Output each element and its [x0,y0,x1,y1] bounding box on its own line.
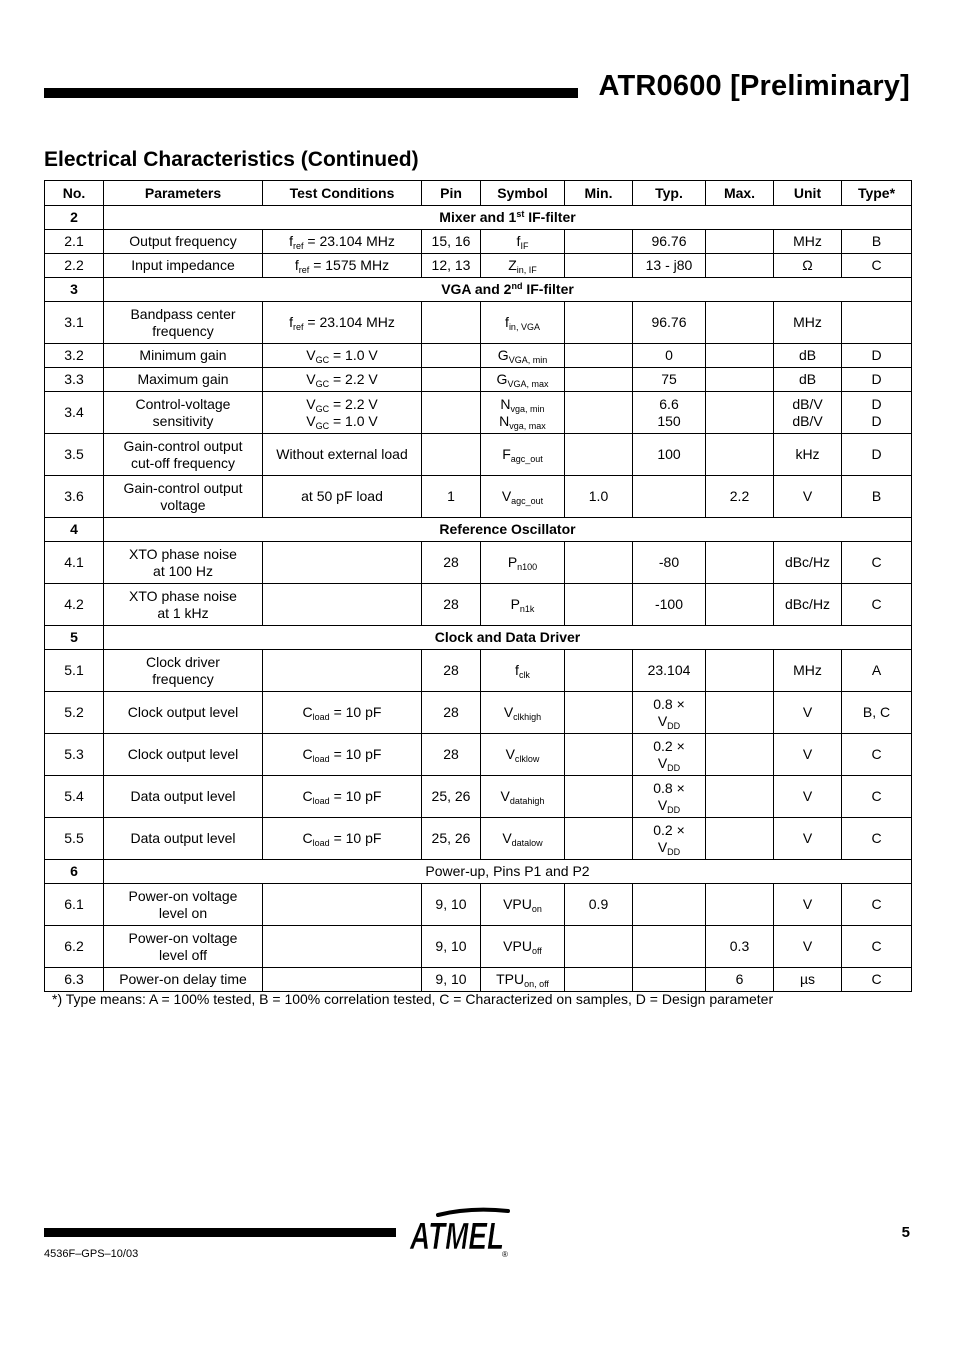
cell-unit: dB [774,344,842,368]
cell-test-condition: $C_{load} = 10$ pF [263,818,422,860]
cell-max [706,650,774,692]
cell-max [706,584,774,626]
cell-unit: V [774,818,842,860]
cell-pin [422,344,481,368]
cell-typ: -100 [633,584,706,626]
cell-type: D [842,344,912,368]
cell-unit: V [774,884,842,926]
col-header-type: Type* [842,181,912,206]
cell-test-condition [263,926,422,968]
cell-test-condition: $C_{load} = 10$ pF [263,734,422,776]
cell-parameter: Input impedance [104,254,263,278]
cell-typ: 100 [633,434,706,476]
cell-max [706,776,774,818]
cell-max [706,392,774,434]
cell-type: B [842,230,912,254]
cell-no: 5.4 [45,776,104,818]
cell-symbol: $P_{n1k}$ [481,584,565,626]
cell-parameter: Control-voltage sensitivity [104,392,263,434]
cell-max [706,254,774,278]
cell-typ [633,884,706,926]
table-row [45,476,912,518]
cell-symbol: $P_{n100}$ [481,542,565,584]
cell-symbol: $F_{agc\_out}$ [481,434,565,476]
cell-type: D [842,368,912,392]
cell-type: C [842,926,912,968]
table-row [45,968,912,992]
footnote: *) Type means: A = 100% tested, B = 100% correlation tested, C = Characterized on samples, D = Design parameter [52,991,774,1007]
cell-pin: 28 [422,542,481,584]
section-title: Electrical Characteristics (Continued) [44,148,419,171]
cell-parameter: Power-on voltage level on [104,884,263,926]
cell-pin [422,302,481,344]
cell-pin: 25, 26 [422,818,481,860]
col-header-unit: Unit [774,181,842,206]
cell-no: 6.2 [45,926,104,968]
cell-pin: 9, 10 [422,884,481,926]
cell-max [706,344,774,368]
cell-no: 3.3 [45,368,104,392]
table-row [45,926,912,968]
cell-symbol: $V_{datahigh}$ [481,776,565,818]
cell-type: D [842,434,912,476]
table-row [45,734,912,776]
cell-unit: µs [774,968,842,992]
cell-typ: 0.2 × $V_{DD}$ [633,734,706,776]
table-row [45,542,912,584]
cell-typ: 0.8 × $V_{DD}$ [633,776,706,818]
table-row [45,884,912,926]
cell-parameter: Maximum gain [104,368,263,392]
cell-min [565,926,633,968]
cell-symbol: $VPU_{on}$ [481,884,565,926]
cell-pin: 28 [422,734,481,776]
section-label: Mixer and 1st IF-filter [104,206,912,230]
cell-symbol: $N_{vga, min}$ $N_{vga, max}$ [481,392,565,434]
cell-symbol: $G_{VGA, min}$ [481,344,565,368]
cell-pin: 9, 10 [422,968,481,992]
cell-pin: 9, 10 [422,926,481,968]
cell-parameter: Power-on delay time [104,968,263,992]
cell-type: C [842,884,912,926]
cell-test-condition: $C_{load} = 10$ pF [263,692,422,734]
cell-pin [422,368,481,392]
cell-min [565,542,633,584]
cell-unit: V [774,692,842,734]
cell-typ: 0 [633,344,706,368]
col-header-typ: Typ. [633,181,706,206]
cell-max [706,734,774,776]
col-header-pin: Pin [422,181,481,206]
cell-parameter: Output frequency [104,230,263,254]
cell-parameter: Bandpass center frequency [104,302,263,344]
header-rule [44,88,578,98]
cell-min [565,434,633,476]
electrical-characteristics-table [44,180,912,992]
cell-parameter: Clock output level [104,692,263,734]
section-row [45,206,912,230]
cell-pin [422,392,481,434]
cell-max [706,302,774,344]
cell-parameter: Clock output level [104,734,263,776]
cell-min [565,368,633,392]
cell-pin: 28 [422,650,481,692]
cell-typ: 96.76 [633,302,706,344]
table-row [45,368,912,392]
cell-test-condition [263,968,422,992]
cell-symbol: $V_{agc\_out}$ [481,476,565,518]
section-row [45,278,912,302]
cell-unit: MHz [774,302,842,344]
cell-max [706,368,774,392]
table-row [45,230,912,254]
cell-typ: 0.2 × $V_{DD}$ [633,818,706,860]
cell-typ: 23.104 [633,650,706,692]
table-row [45,392,912,434]
cell-test-condition: at 50 pF load [263,476,422,518]
svg-text:®: ® [502,1250,508,1259]
cell-typ [633,926,706,968]
cell-test-condition [263,884,422,926]
table-row [45,776,912,818]
cell-symbol: $VPU_{off}$ [481,926,565,968]
cell-min: 0.9 [565,884,633,926]
cell-min [565,692,633,734]
cell-parameter: XTO phase noise at 1 kHz [104,584,263,626]
cell-test-condition: $f_{ref} = 1575$ MHz [263,254,422,278]
cell-min [565,230,633,254]
col-header-test-conditions: Test Conditions [263,181,422,206]
cell-no: 3.2 [45,344,104,368]
cell-parameter: Gain-control output voltage [104,476,263,518]
cell-pin: 28 [422,584,481,626]
cell-min: 1.0 [565,476,633,518]
cell-typ: 13 - j80 [633,254,706,278]
cell-unit: MHz [774,230,842,254]
cell-no: 4.2 [45,584,104,626]
cell-type: C [842,542,912,584]
cell-type: C [842,254,912,278]
cell-unit: V [774,926,842,968]
section-label: Power-up, Pins P1 and P2 [104,860,912,884]
cell-test-condition: $V_{GC} = 2.2$ V [263,368,422,392]
section-row [45,518,912,542]
cell-max [706,230,774,254]
table-row [45,692,912,734]
section-label: Clock and Data Driver [104,626,912,650]
cell-type: B [842,476,912,518]
cell-no: 5.3 [45,734,104,776]
cell-symbol: $f_{IF}$ [481,230,565,254]
cell-min [565,650,633,692]
cell-min [565,254,633,278]
cell-no: 3.5 [45,434,104,476]
cell-typ: 96.76 [633,230,706,254]
cell-unit: MHz [774,650,842,692]
cell-no: 6.3 [45,968,104,992]
cell-typ: 75 [633,368,706,392]
cell-type: B, C [842,692,912,734]
cell-typ: -80 [633,542,706,584]
cell-symbol: $f_{clk}$ [481,650,565,692]
table-row [45,434,912,476]
cell-test-condition: $f_{ref} = 23.104$ MHz [263,230,422,254]
cell-no: 6.1 [45,884,104,926]
cell-min [565,968,633,992]
cell-min [565,734,633,776]
cell-test-condition [263,650,422,692]
cell-unit: V [774,734,842,776]
cell-type: C [842,968,912,992]
cell-parameter: XTO phase noise at 100 Hz [104,542,263,584]
section-number: 4 [45,518,104,542]
cell-no: 2.1 [45,230,104,254]
section-number: 5 [45,626,104,650]
cell-no: 2.2 [45,254,104,278]
cell-test-condition: $f_{ref} = 23.104$ MHz [263,302,422,344]
cell-pin [422,434,481,476]
cell-unit: Ω [774,254,842,278]
cell-parameter: Data output level [104,776,263,818]
cell-parameter: Clock driver frequency [104,650,263,692]
cell-unit: dB [774,368,842,392]
cell-symbol: $TPU_{on, off}$ [481,968,565,992]
table-row [45,584,912,626]
cell-max: 6 [706,968,774,992]
table-row [45,818,912,860]
cell-min [565,344,633,368]
section-number: 3 [45,278,104,302]
page-number: 5 [901,1224,910,1241]
cell-type: C [842,818,912,860]
cell-max [706,884,774,926]
cell-typ [633,968,706,992]
section-number: 6 [45,860,104,884]
cell-typ: 0.8 × $V_{DD}$ [633,692,706,734]
section-label: Reference Oscillator [104,518,912,542]
cell-type [842,302,912,344]
cell-type: C [842,734,912,776]
cell-parameter: Data output level [104,818,263,860]
cell-parameter: Gain-control output cut-off frequency [104,434,263,476]
cell-unit: V [774,476,842,518]
cell-typ: 6.6 150 [633,392,706,434]
cell-symbol: $V_{clklow}$ [481,734,565,776]
cell-test-condition: Without external load [263,434,422,476]
cell-pin: 28 [422,692,481,734]
cell-type: D D [842,392,912,434]
table-header-row [45,181,912,206]
section-row [45,626,912,650]
cell-unit: dBc/Hz [774,584,842,626]
table-row [45,254,912,278]
section-number: 2 [45,206,104,230]
cell-no: 5.5 [45,818,104,860]
cell-min [565,302,633,344]
cell-no: 5.1 [45,650,104,692]
cell-max [706,542,774,584]
cell-typ [633,476,706,518]
cell-no: 3.6 [45,476,104,518]
col-header-max: Max. [706,181,774,206]
cell-no: 4.1 [45,542,104,584]
section-row [45,860,912,884]
table-row [45,650,912,692]
document-title: ATR0600 [Preliminary] [598,70,910,102]
col-header-min: Min. [565,181,633,206]
col-header-symbol: Symbol [481,181,565,206]
cell-pin: 15, 16 [422,230,481,254]
atmel-logo [408,1207,512,1259]
cell-symbol: $Z_{in, IF}$ [481,254,565,278]
cell-min [565,818,633,860]
cell-min [565,392,633,434]
col-header-parameters: Parameters [104,181,263,206]
cell-unit: kHz [774,434,842,476]
cell-pin: 25, 26 [422,776,481,818]
cell-symbol: $G_{VGA, max}$ [481,368,565,392]
section-label: VGA and 2nd IF-filter [104,278,912,302]
cell-unit: V [774,776,842,818]
cell-pin: 1 [422,476,481,518]
cell-max [706,434,774,476]
cell-pin: 12, 13 [422,254,481,278]
cell-type: C [842,584,912,626]
footer-rule [44,1228,396,1237]
cell-type: A [842,650,912,692]
cell-min [565,584,633,626]
cell-unit: dBc/Hz [774,542,842,584]
col-header-no: No. [45,181,104,206]
cell-min [565,776,633,818]
cell-symbol: $V_{datalow}$ [481,818,565,860]
svg-text:ATMEL: ATMEL [409,1216,504,1258]
cell-unit: dB/V dB/V [774,392,842,434]
table-body [45,206,912,992]
cell-parameter: Power-on voltage level off [104,926,263,968]
cell-no: 3.4 [45,392,104,434]
cell-type: C [842,776,912,818]
cell-max: 0.3 [706,926,774,968]
cell-max [706,692,774,734]
table-row [45,344,912,368]
cell-test-condition [263,584,422,626]
cell-test-condition: $C_{load} = 10$ pF [263,776,422,818]
cell-symbol: $V_{clkhigh}$ [481,692,565,734]
cell-test-condition: $V_{GC} = 2.2$ V $V_{GC} = 1.0$ V [263,392,422,434]
cell-max [706,818,774,860]
cell-parameter: Minimum gain [104,344,263,368]
cell-no: 5.2 [45,692,104,734]
table-row [45,302,912,344]
cell-test-condition: $V_{GC} = 1.0$ V [263,344,422,368]
cell-symbol: $f_{in, VGA}$ [481,302,565,344]
document-code: 4536F–GPS–10/03 [44,1248,139,1260]
cell-no: 3.1 [45,302,104,344]
cell-test-condition [263,542,422,584]
cell-max: 2.2 [706,476,774,518]
